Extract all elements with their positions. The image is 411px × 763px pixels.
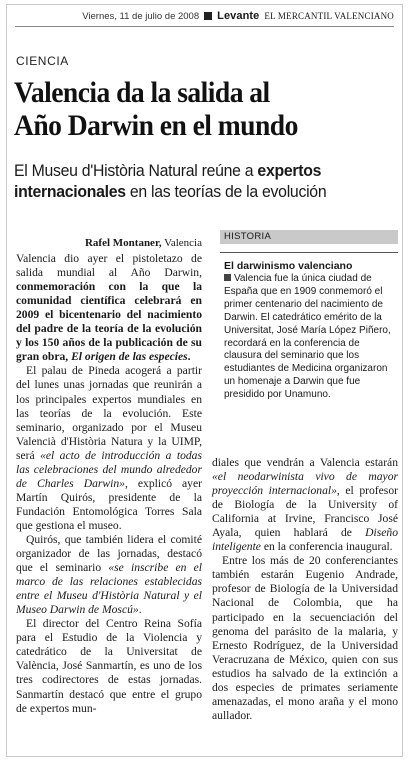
article-paragraph — [16, 364, 202, 533]
text-run: Valencia dio ayer el pistoletazo de salida mundial al Año Darwin, — [16, 252, 202, 280]
column-body — [212, 456, 398, 723]
text-run: diales que vendrán a Valencia estarán — [212, 456, 398, 469]
square-bullet-icon — [204, 12, 212, 20]
article-paragraph — [16, 252, 202, 364]
sidebar-rule — [220, 252, 398, 253]
headline-line: Año Darwin en el mundo — [14, 109, 298, 142]
sidebar-box — [220, 230, 398, 455]
text-run: conmemoración con la que la comunidad científica celebrará en 2009 el bicentenario del nacimiento del padre de la teoría de la evolución y los 150 años de la publicación de su gran obra, — [16, 280, 202, 364]
text-run: en la conferencia inaugural. — [260, 540, 393, 554]
article-paragraph — [16, 617, 202, 715]
text-run: El palau de Pineda acogerá a partir del lunes unas jornadas que reunirán a los principales expertos mundiales en las teorías de la evolución. Este seminario, organizado por el Museu Valencià d'Història Natura y la UIMP, será — [16, 364, 202, 462]
text-run: «se inscribe en el marco de las relaciones establecidas entre el Museu d'Història Natural y el Museo Darwin de Moscú» — [16, 561, 202, 617]
subtitle-emphasis: internacionales — [14, 182, 126, 201]
text-run: «el acto de introducción a todas las celebraciones del mundo alrededor de Charles Darwin» — [16, 448, 202, 490]
square-bullet-icon — [224, 274, 231, 281]
text-run: El origen de las especies — [71, 350, 188, 364]
text-run: . — [187, 350, 191, 364]
byline-place: Valencia — [161, 237, 202, 249]
masthead — [15, 9, 394, 23]
subtitle-text: en las teorías de la evolución — [125, 182, 327, 201]
subtitle-text: El Museu d'Història Natural reúne a — [14, 161, 258, 180]
subtitle — [14, 160, 374, 202]
section-label: CIENCIA — [16, 54, 69, 68]
sidebar-body — [224, 273, 398, 402]
article-paragraph — [212, 456, 398, 554]
text-run: , explicó ayer Martín Quirós, presidente de la Fundación Entomológica Torres Sala que gestiona el museo. — [16, 476, 202, 532]
masthead-rule — [15, 26, 394, 27]
subtitle-line — [14, 160, 374, 181]
publication-date: Viernes, 11 de julio de 2008 — [82, 10, 200, 22]
sidebar-tag: HISTORIA — [220, 230, 398, 244]
text-run: , el profesor de Biología de la University of California at Irvine, Francisco José Ayala, quien hablará de — [212, 484, 398, 540]
article-column-2 — [212, 456, 398, 723]
byline — [16, 236, 202, 250]
sidebar-text: Valencia fue la única ciudad de España que en 1909 conmemoró el primer centenario del nacimiento de Darwin. El catedrático emérito de la Universitat, José María López Piñero, recordará en la conferencia de clausura del seminario que los estudiantes de Medicina organizaron un homenaje a Darwin que fue presidido por Unamuno. — [224, 273, 391, 401]
text-run: . — [138, 603, 142, 617]
headline — [14, 76, 370, 142]
sidebar-title: El darwinismo valenciano — [224, 260, 353, 272]
text-run: Diseño inteligente — [212, 526, 398, 554]
subtitle-line — [14, 181, 374, 202]
text-run: Quirós, que también lidera el comité organizador de las jornadas, destacó que el seminario — [16, 532, 202, 575]
text-run: El director del Centro Reina Sofía para el Estudio de la Violencia y catedrático de la Universitat de València, José Sanmartín, es uno de los tres codirectores de estas jornadas. Sanmartín destacó que entre el grupo de expertos mun- — [16, 617, 202, 715]
article-paragraph — [212, 554, 398, 723]
subtitle-emphasis: expertos — [257, 161, 322, 180]
headline-line: Valencia da la salida al — [14, 76, 270, 109]
byline-author: Rafel Montaner, — [84, 237, 162, 249]
newspaper-subbrand: EL MERCANTIL VALENCIANO — [264, 11, 394, 21]
text-run: Entre los más de 20 conferenciantes también estarán Eugenio Andrade, profesor de Biología de la Universidad Nacional de Colombia, que ha participado en la secuenciación del genoma del parásito de la malaria, y Ernesto Rodríguez, de la Universidad Veracruzana de México, quien con sus estudios ha salvado de la extinción a dos especies de primates seriamente amenazadas, el mono araña y el mono aullador. — [212, 554, 398, 722]
article-paragraph — [16, 533, 202, 617]
column-body — [16, 252, 202, 716]
text-run: «el neodarwinista vivo de mayor proyección internacional» — [212, 470, 398, 498]
newspaper-brand: Levante — [217, 10, 260, 22]
article-column-1 — [16, 236, 202, 716]
